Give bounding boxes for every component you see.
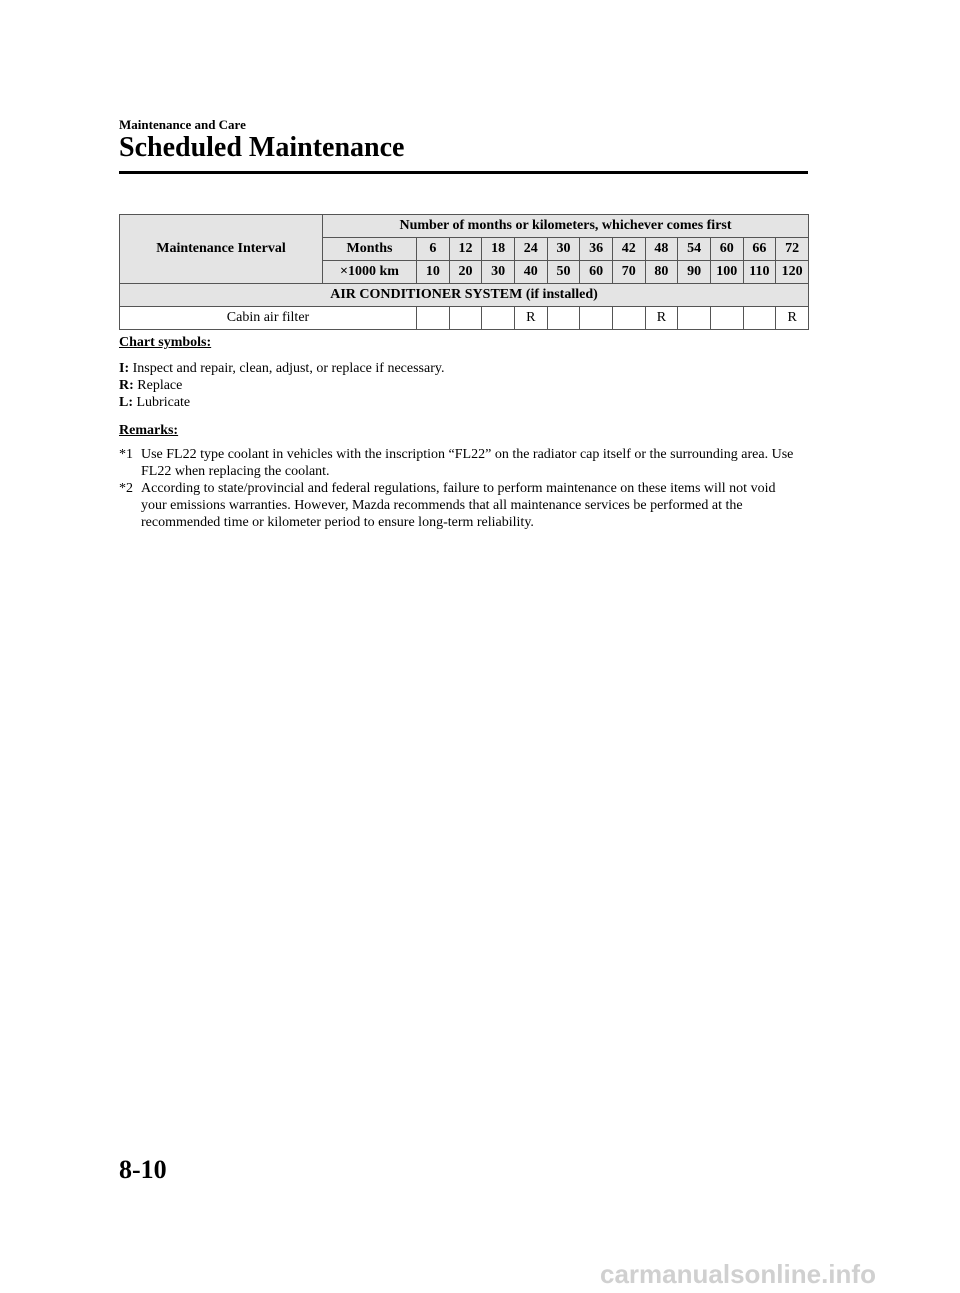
mark-cell (417, 307, 450, 330)
mark-cell (612, 307, 645, 330)
mark-cell (482, 307, 515, 330)
symbol-item (119, 360, 444, 377)
month-cell: 36 (580, 238, 613, 261)
km-label: ×1000 km (323, 261, 417, 284)
remark-number: *2 (119, 481, 133, 496)
mark-cell (547, 307, 580, 330)
title-rule (119, 171, 808, 174)
span-header: Number of months or kilometers, whichever comes first (323, 215, 809, 238)
km-cell: 120 (776, 261, 809, 284)
table-row (120, 307, 809, 330)
page-title: Scheduled Maintenance (119, 132, 405, 163)
km-cell: 50 (547, 261, 580, 284)
km-cell: 100 (710, 261, 743, 284)
month-cell: 66 (743, 238, 776, 261)
chart-symbols-heading: Chart symbols: (119, 335, 212, 350)
symbol-key: L: (119, 395, 133, 410)
maintenance-interval-header: Maintenance Interval (120, 215, 323, 284)
symbol-item (119, 394, 444, 411)
symbol-text: Inspect and repair, clean, adjust, or replace if necessary. (132, 361, 445, 376)
remarks-list (119, 446, 799, 531)
section-label: Maintenance and Care (119, 117, 246, 132)
month-cell: 54 (678, 238, 711, 261)
mark-cell: R (514, 307, 547, 330)
symbol-text: Replace (137, 378, 183, 393)
chart-symbols (119, 334, 444, 411)
month-cell: 30 (547, 238, 580, 261)
remark-text: According to state/provincial and federal regulations, failure to perform maintenance on these items will not void your emissions warranties. However, Mazda recommends that all maintenance services be performed at the recommended time or kilometer period to ensure long-term reliability. (141, 481, 776, 530)
item-label: Cabin air filter (120, 307, 417, 330)
km-cell: 110 (743, 261, 776, 284)
month-cell: 6 (417, 238, 450, 261)
remark-item (119, 446, 799, 480)
month-cell: 60 (710, 238, 743, 261)
month-cell: 72 (776, 238, 809, 261)
mark-cell: R (645, 307, 678, 330)
km-cell: 70 (612, 261, 645, 284)
remark-item (119, 480, 799, 531)
km-cell: 60 (580, 261, 613, 284)
group-row (120, 284, 809, 307)
symbol-text: Lubricate (136, 395, 191, 410)
month-cell: 48 (645, 238, 678, 261)
months-label: Months (323, 238, 417, 261)
km-cell: 90 (678, 261, 711, 284)
mark-cell (449, 307, 482, 330)
remark-text: Use FL22 type coolant in vehicles with the inscription “FL22” on the radiator cap itself or the surrounding area. Use FL22 when replacing the coolant. (141, 447, 794, 479)
symbol-item (119, 377, 444, 394)
km-cell: 10 (417, 261, 450, 284)
month-cell: 42 (612, 238, 645, 261)
watermark: carmanualsonline.info (600, 1259, 876, 1289)
mark-cell (580, 307, 613, 330)
mark-cell (743, 307, 776, 330)
km-cell: 20 (449, 261, 482, 284)
symbol-key: R: (119, 378, 134, 393)
mark-cell: R (776, 307, 809, 330)
month-cell: 18 (482, 238, 515, 261)
mark-cell (710, 307, 743, 330)
remark-number: *1 (119, 447, 133, 462)
month-cell: 24 (514, 238, 547, 261)
symbol-key: I: (119, 361, 130, 376)
km-cell: 40 (514, 261, 547, 284)
mark-cell (678, 307, 711, 330)
remarks-heading: Remarks: (119, 423, 179, 438)
group-heading: AIR CONDITIONER SYSTEM (if installed) (120, 284, 809, 307)
table-header-row (120, 215, 809, 238)
page-number: 8-10 (119, 1155, 167, 1184)
km-cell: 80 (645, 261, 678, 284)
month-cell: 12 (449, 238, 482, 261)
km-cell: 30 (482, 261, 515, 284)
maintenance-schedule-table (119, 214, 809, 330)
